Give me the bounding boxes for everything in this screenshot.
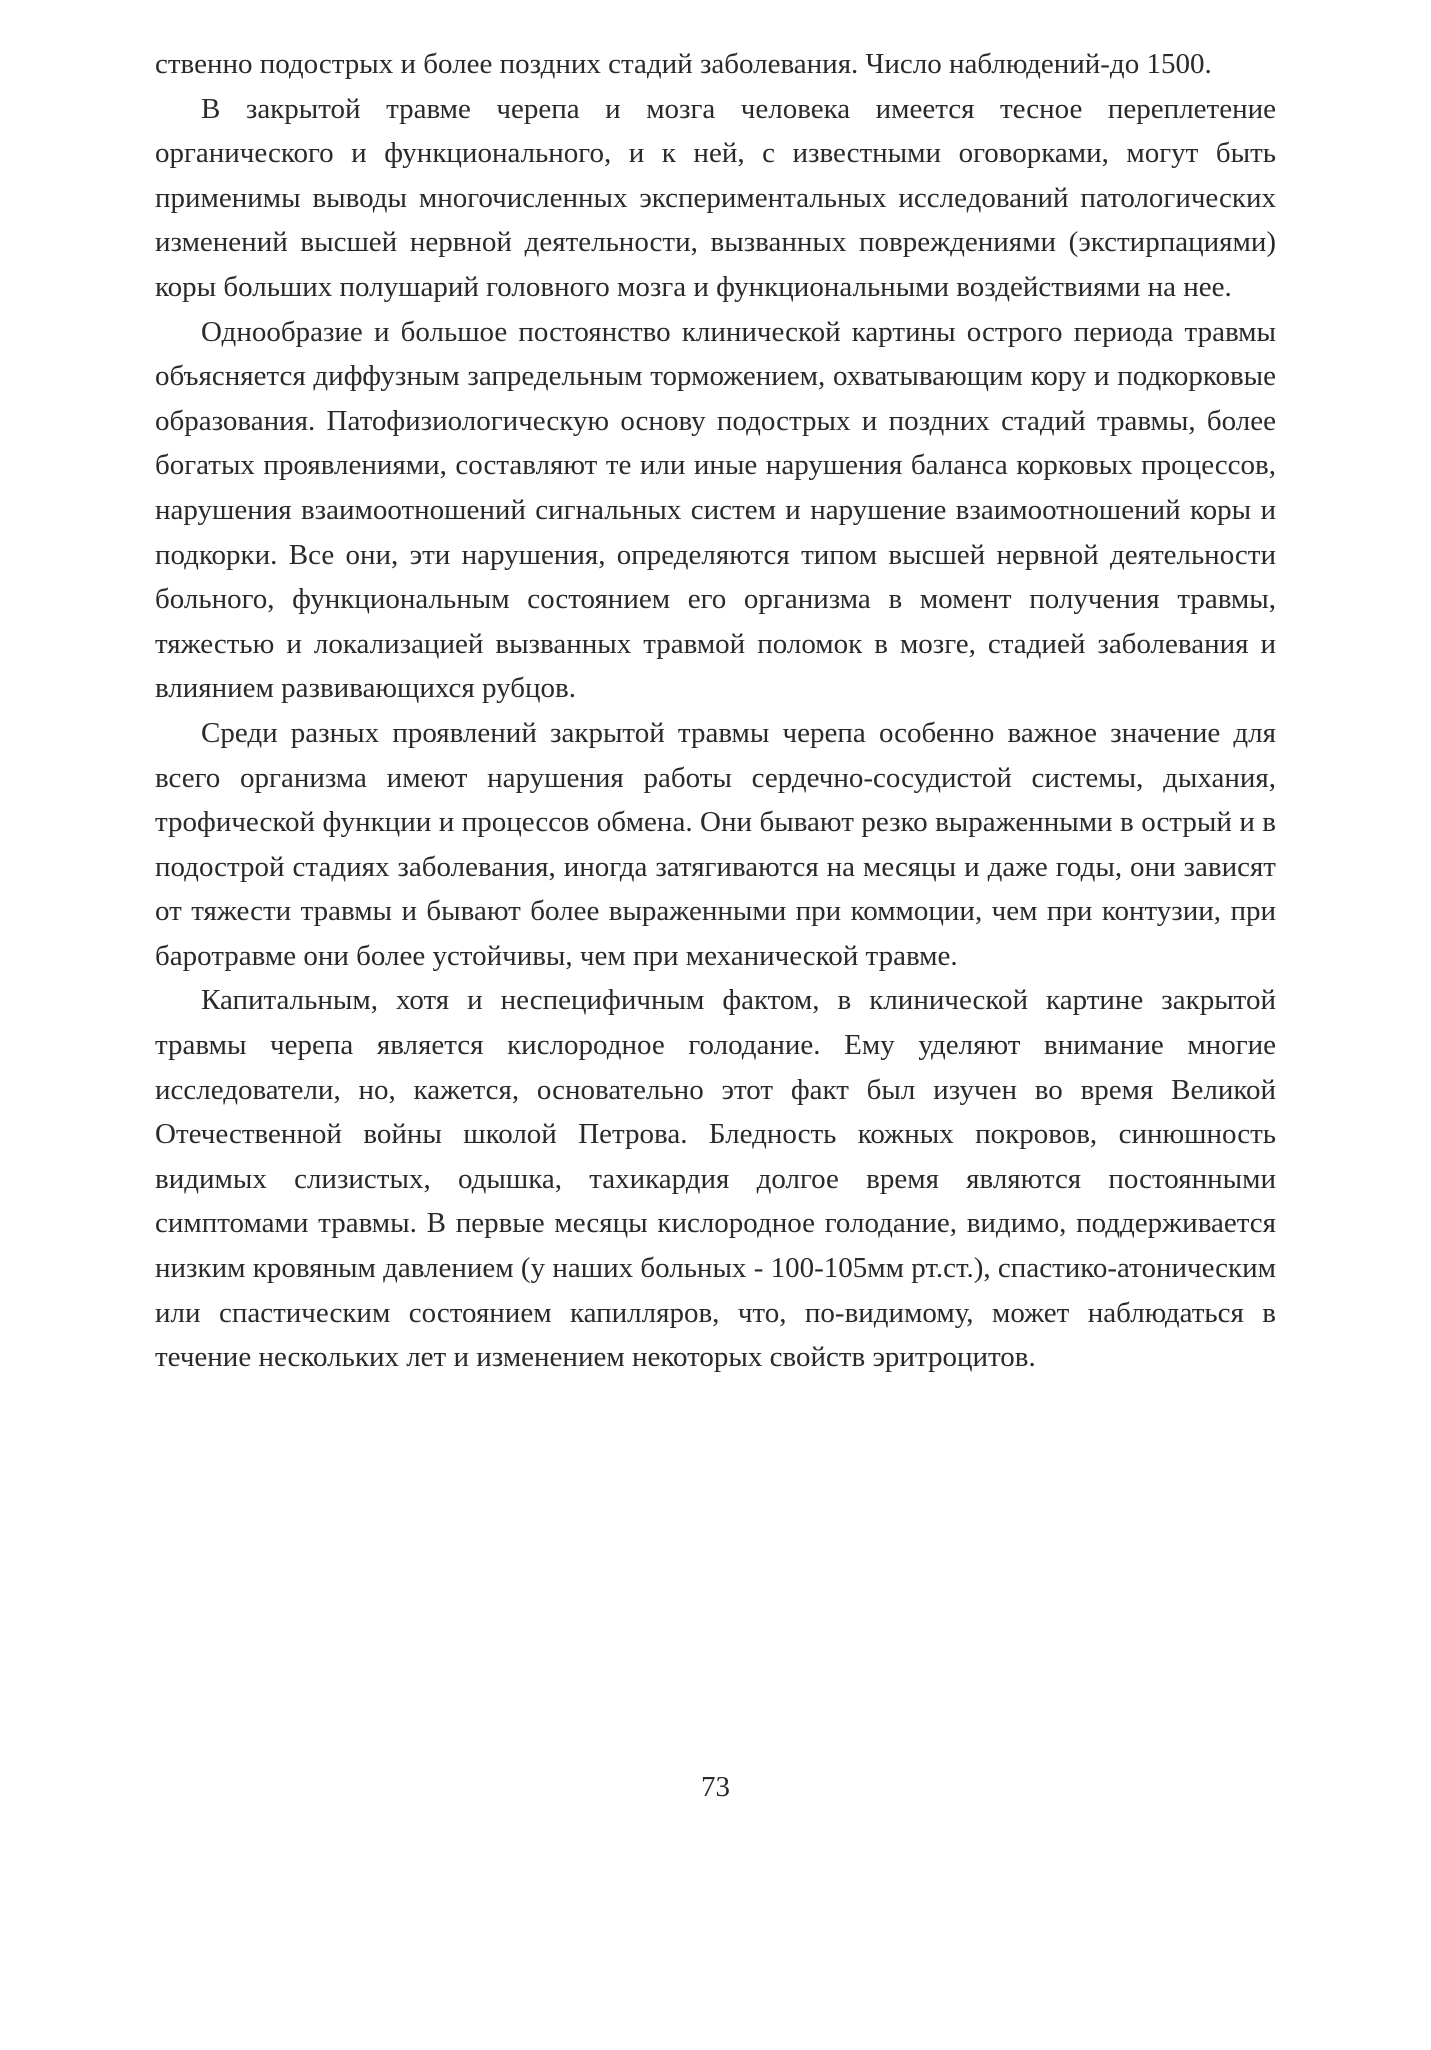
paragraph-oxygen-starvation: Капитальным, хотя и неспецифичным фактом, в клинической картине закрытой травмы черепа является кислородное голодание. Ему уделяют внимание многие исследователи, но, кажется, основательно этот факт был изучен во время Великой Отечественной войны школой Петрова. Бледность кожных покровов, синюшность видимых слизистых, одышка, тахикардия долгое время являются постоянными симптомами травмы. В первые месяцы кислородное голодание, видимо, поддерживается низким кровяным давлением (у наших больных - 100-105мм рт.ст.), спастико-атоническим или спастическим состоянием капилляров, что, по-видимому, может наблюдаться в течение нескольких лет и изменением некоторых свойств эритроцитов. xyxy=(155,984,1276,1374)
paragraph-cardiovascular: Среди разных проявлений закрытой травмы черепа особенно важное значение для всего организма имеют нарушения работы сердечно-сосудистой системы, дыхания, трофической функции и процессов обмена. Они бывают резко выраженными в острый и в подострой стадиях заболевания, иногда затягиваются на месяцы и даже годы, они зависят от тяжести травмы и бывают более выраженными при коммоции, чем при контузии, при баротравме они более устойчивы, чем при механической травме. xyxy=(155,716,1276,972)
paragraph-acute-period: Однообразие и большое постоянство клинической картины острого периода травмы объясняется диффузным запредельным торможением, охватывающим кору и подкорковые образования. Патофизиологическую основу подострых и поздних стадий травмы, более богатых проявлениями, составляют те или иные нарушения баланса корковых процессов, нарушения взаимоотношений сигнальных систем и нарушение взаимоотношений коры и подкорки. Все они, эти нарушения, определяются типом высшей нервной деятельности больного, функциональным состоянием его организма в момент получения травмы, тяжестью и локализацией вызванных травмой поломок в мозге, стадией заболевания и влиянием развивающихся рубцов. xyxy=(155,315,1276,705)
body-text xyxy=(155,42,1276,1380)
page-number: 73 xyxy=(701,1771,730,1803)
paragraph-continued: ственно подострых и более поздних стадий заболевания. Число наблюдений-до 1500. xyxy=(155,48,1212,80)
paragraph-closed-head-injury: В закрытой травме черепа и мозга человека имеется тесное переплетение органического и функционального, и к ней, с известными оговорками, могут быть применимы выводы многочисленных экспериментальных исследований патологических изменений высшей нервной деятельности, вызванных повреждениями (экстирпациями) коры больших полушарий головного мозга и функциональными воздействиями на нее. xyxy=(155,92,1276,303)
